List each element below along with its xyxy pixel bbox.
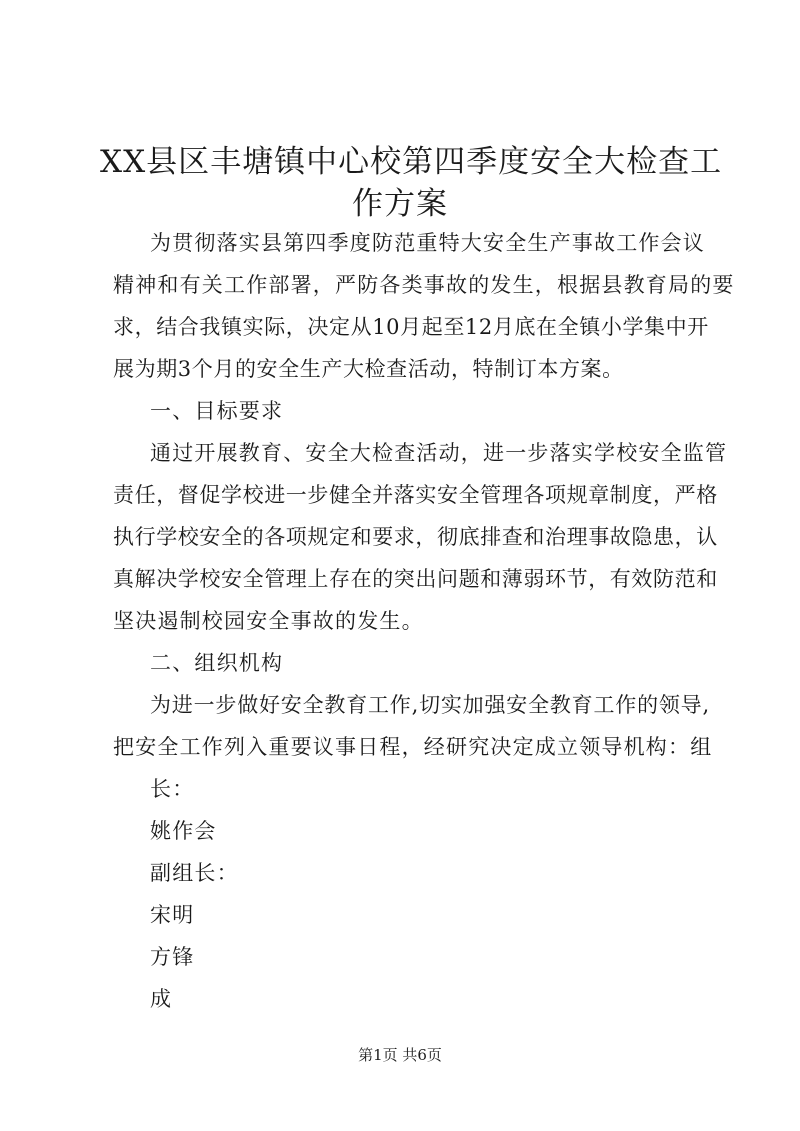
paragraph-line: 为贯彻落实县第四季度防范重特大安全生产事故工作会议	[150, 231, 705, 255]
paragraph-line: 展为期3个月的安全生产大检查活动，特制订本方案。	[113, 357, 624, 381]
document-title-line-2: 作方案	[352, 186, 448, 222]
paragraph-line: 责任，督促学校进一步健全并落实安全管理各项规章制度，严格	[113, 483, 718, 507]
paragraph-line: 执行学校安全的各项规定和要求，彻底排查和治理事故隐患，认	[113, 525, 718, 549]
list-item: 成	[150, 987, 173, 1011]
list-item: 长：	[150, 777, 195, 801]
paragraph-line: 真解决学校安全管理上存在的突出问题和薄弱环节，有效防范和	[113, 567, 718, 591]
paragraph-line: 把安全工作列入重要议事日程，经研究决定成立领导机构：组	[113, 735, 713, 759]
document-title-line-1: XX县区丰塘镇中心校第四季度安全大检查工	[100, 144, 723, 180]
paragraph-line: 精神和有关工作部署，严防各类事故的发生，根据县教育局的要	[113, 273, 735, 297]
paragraph-line: 通过开展教育、安全大检查活动，进一步落实学校安全监管	[150, 441, 728, 465]
section-heading: 一、目标要求	[150, 399, 284, 423]
list-item: 宋明	[150, 903, 195, 927]
page-footer: 第1页 共6页	[358, 1046, 442, 1064]
section-heading: 二、组织机构	[150, 651, 284, 675]
paragraph-line: 求，结合我镇实际，决定从10月起至12月底在全镇小学集中开	[113, 315, 709, 339]
list-item: 副组长：	[150, 861, 239, 885]
list-item: 姚作会	[150, 819, 217, 843]
list-item: 方锋	[150, 945, 195, 969]
paragraph-line: 坚决遏制校园安全事故的发生。	[113, 609, 424, 633]
paragraph-line: 为进一步做好安全教育工作,切实加强安全教育工作的领导,	[150, 693, 710, 717]
